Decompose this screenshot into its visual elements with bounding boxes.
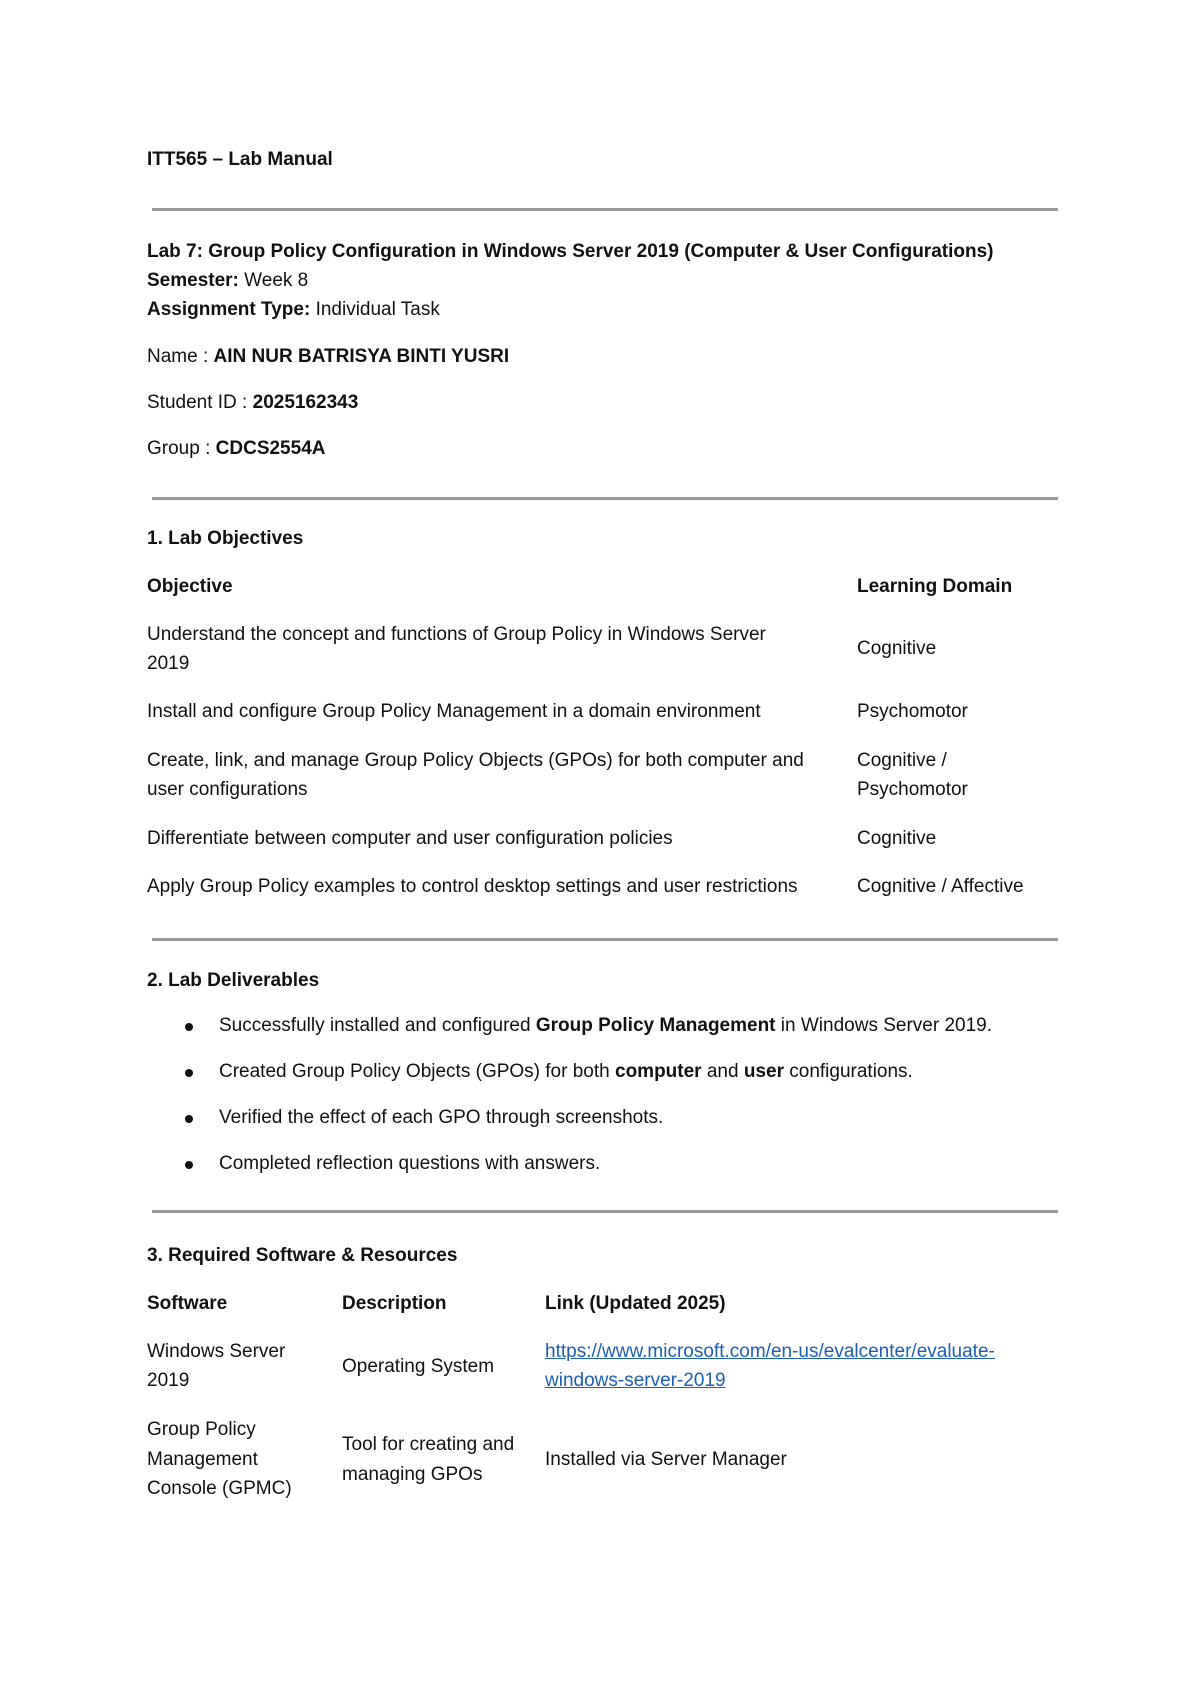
text-run-bold: computer xyxy=(615,1061,702,1082)
text-run: in Windows Server 2019. xyxy=(775,1015,993,1036)
student-name-line xyxy=(147,343,509,371)
software-cell: Windows Server xyxy=(147,1341,286,1362)
software-cell-continuation: 2019 xyxy=(147,1370,190,1391)
domain-cell: Cognitive / xyxy=(857,750,947,771)
group-label: Group : xyxy=(147,438,211,459)
download-link-continuation[interactable]: windows-server-2019 xyxy=(545,1370,726,1391)
student-id-label: Student ID : xyxy=(147,392,248,413)
description-cell: Operating System xyxy=(342,1356,495,1377)
description-cell: Tool for creating and xyxy=(342,1434,515,1455)
software-cell: Group Policy xyxy=(147,1419,256,1440)
list-item-text: Completed reflection questions with answers. xyxy=(219,1153,601,1174)
domain-cell: Cognitive xyxy=(857,638,937,659)
column-header-link: Link (Updated 2025) xyxy=(545,1293,726,1314)
name-label: Name : xyxy=(147,346,209,367)
bullet-icon xyxy=(185,1115,193,1123)
download-link[interactable]: https://www.microsoft.com/en-us/evalcenter/evaluate- xyxy=(545,1341,995,1362)
description-cell-continuation: managing GPOs xyxy=(342,1464,483,1485)
assignment-type-label: Assignment Type: xyxy=(147,299,311,320)
objective-cell: Differentiate between computer and user configuration policies xyxy=(147,828,673,849)
deliverables-heading: 2. Lab Deliverables xyxy=(147,970,320,991)
objectives-heading: 1. Lab Objectives xyxy=(147,528,304,549)
software-cell-continuation: Console (GPMC) xyxy=(147,1478,292,1499)
list-item-text xyxy=(219,1012,992,1040)
objective-cell: Install and configure Group Policy Management in a domain environment xyxy=(147,701,761,722)
domain-cell: Cognitive / Affective xyxy=(857,876,1024,897)
software-cell-continuation: Management xyxy=(147,1449,258,1470)
column-header-software: Software xyxy=(147,1293,228,1314)
student-name: AIN NUR BATRISYA BINTI YUSRI xyxy=(213,346,510,367)
domain-cell: Cognitive xyxy=(857,828,937,849)
assignment-type-line xyxy=(147,296,440,324)
objective-cell-continuation: 2019 xyxy=(147,653,190,674)
software-heading: 3. Required Software & Resources xyxy=(147,1245,458,1266)
link-cell: Installed via Server Manager xyxy=(545,1449,787,1470)
text-run: Successfully installed and configured xyxy=(219,1015,536,1036)
semester-line xyxy=(147,267,308,295)
list-item-text xyxy=(219,1058,913,1086)
list-item-text: Verified the effect of each GPO through screenshots. xyxy=(219,1107,664,1128)
column-header-objective: Objective xyxy=(147,576,233,597)
text-run: configurations. xyxy=(783,1061,913,1082)
student-id-line xyxy=(147,389,358,417)
text-run-bold: Group Policy Management xyxy=(535,1015,776,1036)
objective-cell: Apply Group Policy examples to control desktop settings and user restrictions xyxy=(147,876,798,897)
text-run: Created Group Policy Objects (GPOs) for both xyxy=(219,1061,615,1082)
column-header-description: Description xyxy=(342,1293,447,1314)
divider xyxy=(152,1210,1058,1213)
domain-cell: Psychomotor xyxy=(857,701,968,722)
objective-cell-continuation: user configurations xyxy=(147,779,308,800)
objective-cell: Create, link, and manage Group Policy Objects (GPOs) for both computer and xyxy=(147,750,804,771)
text-run: and xyxy=(701,1061,744,1082)
course-title: ITT565 – Lab Manual xyxy=(147,149,333,170)
bullet-icon xyxy=(185,1069,193,1077)
student-id: 2025162343 xyxy=(252,392,359,413)
assignment-type-value: Individual Task xyxy=(315,299,440,320)
text-run-bold: user xyxy=(743,1061,784,1082)
bullet-icon xyxy=(185,1161,193,1169)
domain-cell-continuation: Psychomotor xyxy=(857,779,968,800)
semester-value: Week 8 xyxy=(244,270,309,291)
group-value: CDCS2554A xyxy=(215,438,326,459)
divider xyxy=(152,938,1058,941)
objective-cell: Understand the concept and functions of Group Policy in Windows Server xyxy=(147,624,766,645)
bullet-icon xyxy=(185,1023,193,1031)
lab-title: Lab 7: Group Policy Configuration in Windows Server 2019 (Computer & User Configurations) xyxy=(147,241,994,262)
column-header-learning-domain: Learning Domain xyxy=(857,576,1013,597)
semester-label: Semester: xyxy=(147,270,239,291)
divider xyxy=(152,497,1058,500)
divider xyxy=(152,208,1058,211)
group-line xyxy=(147,435,325,463)
